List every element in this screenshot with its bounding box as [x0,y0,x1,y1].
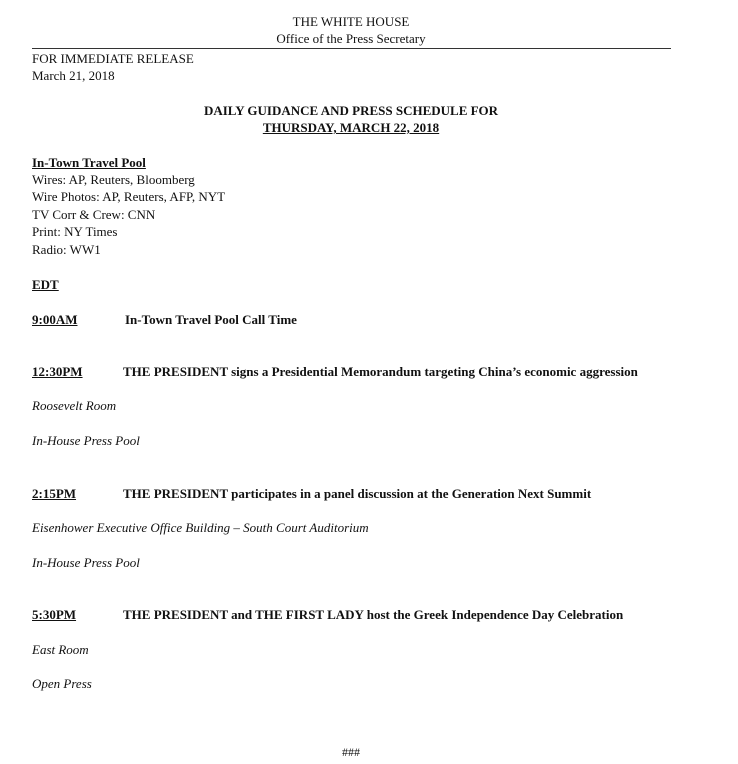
release-label: FOR IMMEDIATE RELEASE [32,51,194,66]
schedule-description: THE PRESIDENT participates in a panel discussion at the Generation Next Summit [123,486,592,501]
header-divider [32,48,671,49]
pool-wires: Wires: AP, Reuters, Bloomberg [32,172,195,187]
pool-wire-photos: Wire Photos: AP, Reuters, AFP, NYT [32,189,226,204]
pool-radio: Radio: WW1 [32,242,101,257]
release-date: March 21, 2018 [32,68,115,83]
header-title: THE WHITE HOUSE [292,14,410,29]
timezone-heading: EDT [32,277,59,292]
schedule-location: Eisenhower Executive Office Building – South Court Auditorium [32,520,369,535]
document-title-line1: DAILY GUIDANCE AND PRESS SCHEDULE FOR [203,103,499,118]
schedule-press-coverage: In-House Press Pool [32,433,140,448]
schedule-description: THE PRESIDENT signs a Presidential Memorandum targeting China’s economic aggression [123,364,638,379]
travel-pool-heading: In-Town Travel Pool [32,155,146,170]
schedule-time: 12:30PM [32,364,83,379]
schedule-time: 5:30PM [32,607,77,622]
schedule-time: 9:00AM [32,312,78,327]
schedule-press-coverage: In-House Press Pool [32,555,140,570]
header-subtitle: Office of the Press Secretary [276,31,426,46]
schedule-time: 2:15PM [32,486,77,501]
pool-tv: TV Corr & Crew: CNN [32,207,156,222]
schedule-location: East Room [32,642,89,657]
pool-print: Print: NY Times [32,224,118,239]
schedule-description: THE PRESIDENT and THE FIRST LADY host the Greek Independence Day Celebration [123,607,624,622]
schedule-description: In-Town Travel Pool Call Time [125,312,297,327]
schedule-location: Roosevelt Room [32,398,117,413]
document-title-line2: THURSDAY, MARCH 22, 2018 [262,120,440,135]
end-marks: ### [342,745,360,759]
schedule-press-coverage: Open Press [32,676,92,691]
